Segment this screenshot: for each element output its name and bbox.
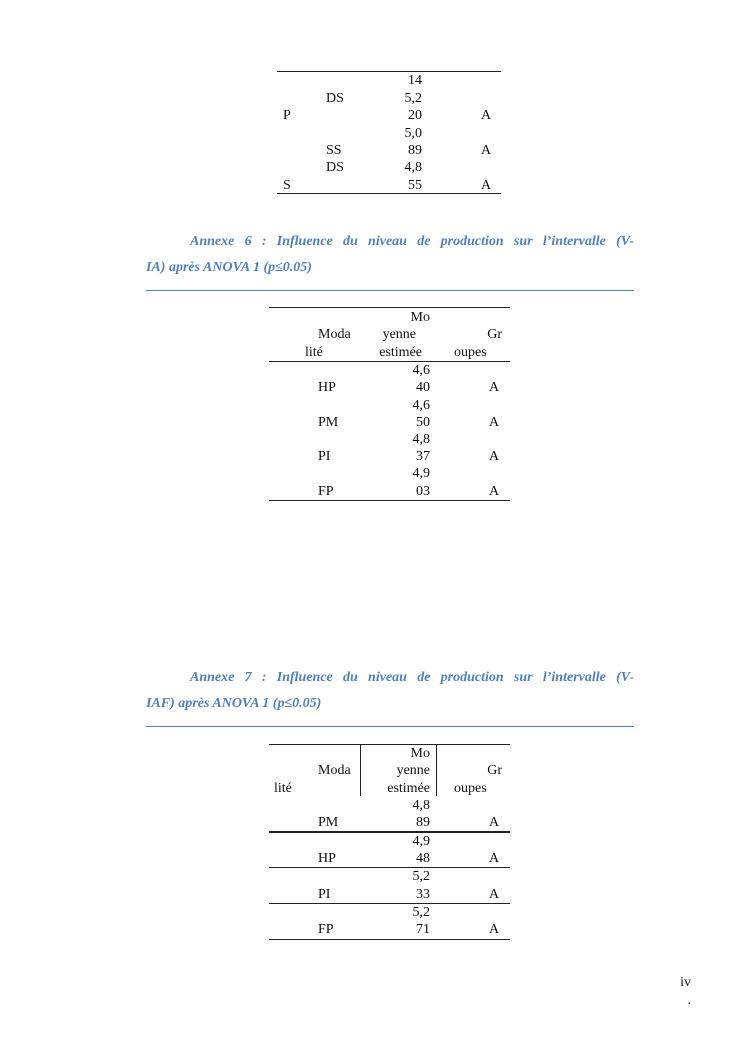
annex-7-header-gr: Gr xyxy=(487,763,502,778)
annex-6-row-2-groupe: A xyxy=(489,449,500,464)
annex-6-caption-rule xyxy=(146,290,634,291)
annex-6-top-rule xyxy=(269,307,510,308)
annex-7-header-mo: Mo xyxy=(410,746,430,761)
annex-7-row-3-groupe: A xyxy=(489,922,500,937)
annex-7-header-divider-right xyxy=(436,745,437,796)
annex-6-row-1-modalite: PM xyxy=(318,415,339,430)
table-1-row-4-label: SS xyxy=(326,143,342,158)
table-1-row-6-value: 55 xyxy=(408,178,422,193)
annex-7-row-0-moy1: 4,8 xyxy=(412,798,430,813)
annex-6-row-0-groupe: A xyxy=(489,380,500,395)
annex-7-row-1-moy1: 4,9 xyxy=(412,834,430,849)
table-1-row-4-value: 89 xyxy=(408,143,422,158)
annex-7-row-3-moy2: 71 xyxy=(416,922,430,937)
table-1-row-2-prefix: P xyxy=(283,108,291,123)
annex-7-row-1-moy2: 48 xyxy=(416,851,430,866)
page-number xyxy=(680,974,691,1010)
annex-7-caption-line-2: IAF) après ANOVA 1 (p≤0.05) xyxy=(146,696,322,711)
table-1-row-3-value: 5,0 xyxy=(404,126,422,141)
annex-6-row-1-groupe: A xyxy=(489,415,500,430)
annex-6-header-lite: lité xyxy=(305,345,323,360)
annex-6-row-1-moy1: 4,6 xyxy=(412,398,430,413)
annex-6-row-3-modalite: FP xyxy=(318,484,334,499)
annex-7-header-estimee: estimée xyxy=(387,781,430,796)
annex-6-header-gr: Gr xyxy=(487,327,502,342)
table-1-row-1-label: DS xyxy=(326,91,344,106)
table-1-row-6-group: A xyxy=(481,178,492,193)
annex-6-row-0-moy2: 40 xyxy=(416,380,430,395)
annex-7-row-3-moy1: 5,2 xyxy=(412,905,430,920)
annex-6-header-mo: Mo xyxy=(410,310,430,325)
annex-7-row-1-groupe: A xyxy=(489,851,500,866)
table-1-row-0-value: 14 xyxy=(408,73,422,88)
annex-7-header-lite: lité xyxy=(274,781,292,796)
annex-6-caption xyxy=(146,229,634,281)
annex-7-row-2-moy2: 33 xyxy=(416,887,430,902)
table-1-row-6-prefix: S xyxy=(283,178,291,193)
annex-6-row-1-moy2: 50 xyxy=(416,415,430,430)
annex-7-caption-line-1: Annexe 7 : Influence du niveau de production sur l’intervalle (V- xyxy=(190,670,634,685)
annex-6-row-0-modalite: HP xyxy=(318,380,336,395)
annex-7-row-0-moy2: 89 xyxy=(416,815,430,830)
annex-7-row-0-modalite: PM xyxy=(318,815,339,830)
annex-7-header-moda: Moda xyxy=(318,763,351,778)
page-number-text: iv xyxy=(680,975,691,990)
annex-7-row-2-groupe: A xyxy=(489,887,500,902)
table-1-row-2-value: 20 xyxy=(408,108,422,123)
annex-6-row-0-moy1: 4,6 xyxy=(412,363,430,378)
annex-6-row-3-groupe: A xyxy=(489,484,500,499)
annex-6-row-3-moy1: 4,9 xyxy=(412,466,430,481)
annex-6-row-2-moy1: 4,8 xyxy=(412,432,430,447)
annex-6-caption-line-1: Annexe 6 : Influence du niveau de production sur l’intervalle (V- xyxy=(190,234,634,249)
table-1-row-5-label: DS xyxy=(326,160,344,175)
annex-7-row-2-modalite: PI xyxy=(318,887,331,902)
annex-7-row-0-groupe: A xyxy=(489,815,500,830)
annex-6-row-3-moy2: 03 xyxy=(416,484,430,499)
annex-6-header-estimee: estimée xyxy=(379,345,422,360)
table-1-bottom-rule xyxy=(277,193,501,194)
annex-6-header-yenne: yenne xyxy=(382,327,416,342)
annex-6-header-moda: Moda xyxy=(318,327,351,342)
annex-6-row-2-moy2: 37 xyxy=(416,449,430,464)
annex-6-row-2-modalite: PI xyxy=(318,449,331,464)
annex-6-caption-line-2: IA) après ANOVA 1 (p≤0.05) xyxy=(146,260,312,275)
annex-6-bottom-rule xyxy=(269,500,510,501)
annex-7-header-oupes: oupes xyxy=(454,781,487,796)
table-1-row-5-value: 4,8 xyxy=(404,160,422,175)
annex-7-row-2-moy1: 5,2 xyxy=(412,869,430,884)
annex-7-caption xyxy=(146,665,634,717)
page-number-dot: . xyxy=(687,993,691,1008)
annex-6-header-oupes: oupes xyxy=(454,345,487,360)
annex-7-caption-rule xyxy=(146,726,634,727)
table-1-row-2-group: A xyxy=(481,108,492,123)
annex-7-header-yenne: yenne xyxy=(396,763,430,778)
annex-7-row-3-modalite: FP xyxy=(318,922,334,937)
annex-7-bottom-rule xyxy=(269,939,510,940)
annex-7-row-1-modalite: HP xyxy=(318,851,336,866)
table-1-row-1-value: 5,2 xyxy=(404,91,422,106)
table-1-row-4-group: A xyxy=(481,143,492,158)
annex-7-header-divider-left xyxy=(360,745,361,796)
